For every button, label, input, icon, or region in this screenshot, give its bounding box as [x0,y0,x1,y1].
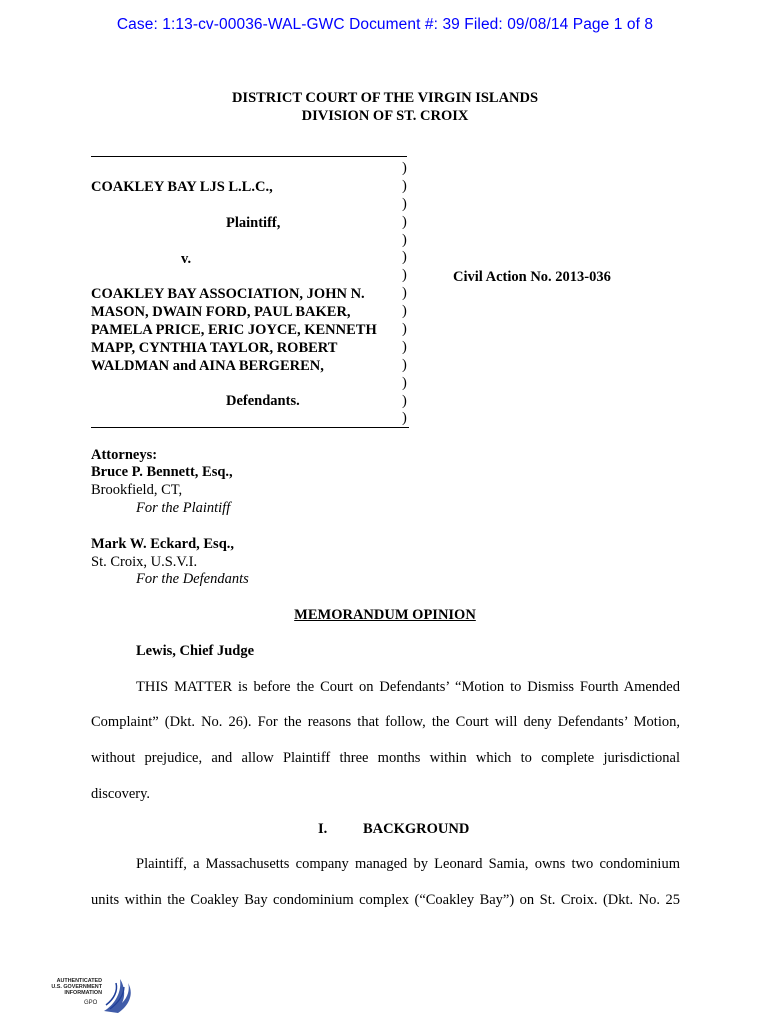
defendant-attorney-location: St. Croix, U.S.V.I. [91,554,198,570]
defendant-attorney: Mark W. Eckard, Esq., [91,536,235,552]
memorandum-title: MEMORANDUM OPINION [294,607,476,623]
caption-top-rule [91,156,407,157]
paragraph-1-line-3: without prejudice, and allow Plaintiff three months within which to complete jurisdictional [91,750,680,766]
caption-paren-column: ) ) ) ) ) ) ) ) ) ) ) ) ) ) ) [402,160,407,427]
paragraph-1-line-2: Complaint” (Dkt. No. 26). For the reasons that follow, the Court will deny Defendants’ Motion, [91,714,680,730]
defendants-line-5: WALDMAN and AINA BERGEREN, [91,358,324,374]
paragraph-1-line-1: THIS MATTER is before the Court on Defendants’ “Motion to Dismiss Fourth Amended [136,679,680,695]
judge-name: Lewis, Chief Judge [136,643,255,659]
plaintiff-label: Plaintiff, [226,215,281,231]
defendants-line-2: MASON, DWAIN FORD, PAUL BAKER, [91,304,351,320]
paragraph-2-line-2: units within the Coakley Bay condominium complex (“Coakley Bay”) on St. Croix. (Dkt. No. 25 [91,892,680,908]
versus: v. [181,251,192,267]
defendants-label: Defendants. [226,393,300,409]
paragraph-1-line-4: discovery. [91,786,151,802]
gpo-seal-text: AUTHENTICATED U.S. GOVERNMENT INFORMATION [51,978,102,996]
gpo-authentication-seal [44,975,134,1017]
plaintiff-name: COAKLEY BAY LJS L.L.C., [91,179,273,195]
case-header-stamp: Case: 1:13-cv-00036-WAL-GWC Document #: 39 Filed: 09/08/14 Page 1 of 8 [116,16,654,33]
defendants-line-3: PAMELA PRICE, ERIC JOYCE, KENNETH [91,322,377,338]
civil-action-number: Civil Action No. 2013-036 [453,269,611,285]
court-name: DISTRICT COURT OF THE VIRGIN ISLANDS [231,90,539,106]
defendant-attorney-role: For the Defendants [136,571,249,587]
defendants-line-1: COAKLEY BAY ASSOCIATION, JOHN N. [91,286,365,302]
caption-bottom-rule [91,427,409,428]
plaintiff-attorney-location: Brookfield, CT, [91,482,183,498]
plaintiff-attorney-role: For the Plaintiff [136,500,231,516]
section-number: I. [318,821,328,837]
court-division: DIVISION OF ST. CROIX [301,108,469,124]
paragraph-2-line-1: Plaintiff, a Massachusetts company managed by Leonard Samia, owns two condominium [136,856,680,872]
section-title: BACKGROUND [363,821,470,837]
eagle-icon [44,975,134,1017]
defendants-line-4: MAPP, CYNTHIA TAYLOR, ROBERT [91,340,338,356]
attorneys-heading: Attorneys: [91,447,158,463]
gpo-label: GPO [84,1000,98,1006]
plaintiff-attorney: Bruce P. Bennett, Esq., [91,464,233,480]
